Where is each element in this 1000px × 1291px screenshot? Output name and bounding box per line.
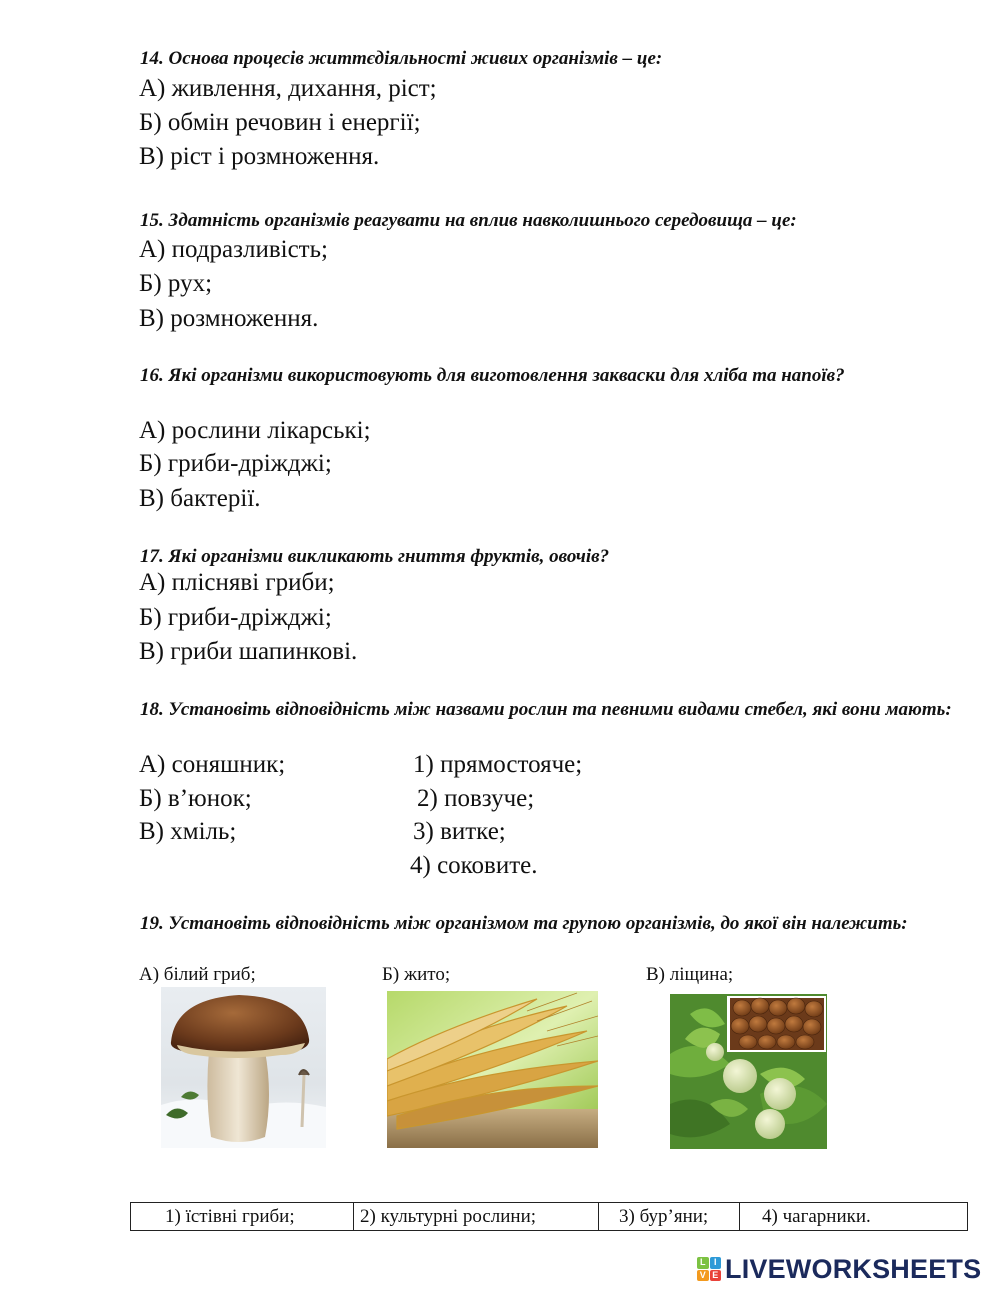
liveworksheets-logo: [697, 1254, 981, 1284]
q18-right-1: 1) прямостояче;: [413, 751, 583, 778]
q14-option-c: В) ріст і розмноження.: [139, 143, 380, 170]
logo-letter-e: E: [710, 1270, 722, 1282]
question-14: 14. Основа процесів життєдіяльності живих організмів – це:: [140, 48, 663, 69]
q19-group-4: 4) чагарники.: [740, 1203, 968, 1231]
q15-option-c: В) розмноження.: [139, 305, 319, 332]
logo-letter-l: L: [697, 1257, 709, 1269]
q18-right-2: 2) повзуче;: [417, 785, 535, 812]
q18-right-3: 3) витке;: [413, 818, 506, 845]
q17-option-b: Б) гриби-дріжджі;: [139, 604, 332, 631]
question-17: 17. Які організми викликають гниття фруктів, овочів?: [140, 546, 610, 567]
q15-option-b: Б) рух;: [139, 270, 213, 297]
question-16: 16. Які організми використовують для виготовлення закваски для хліба та напоїв?: [140, 365, 845, 386]
q19-item-b: Б) жито;: [382, 964, 451, 985]
hazel-illustration: [670, 994, 827, 1149]
q19-group-2: 2) культурні рослини;: [354, 1203, 599, 1231]
q19-group-3: 3) бур’яни;: [599, 1203, 740, 1231]
q15-option-a: А) подразливість;: [139, 236, 328, 263]
q16-option-b: Б) гриби-дріжджі;: [139, 450, 332, 477]
rye-image: [387, 991, 598, 1148]
q18-left-b: Б) в’юнок;: [139, 785, 252, 812]
q19-group-1: 1) їстівні гриби;: [131, 1203, 354, 1231]
logo-letter-i: I: [710, 1257, 722, 1269]
hazel-image: [670, 994, 827, 1149]
q19-groups-table: [130, 1202, 968, 1231]
question-18: 18. Установіть відповідність між назвами рослин та певними видами стебел, які вони мають:: [140, 699, 952, 720]
q19-item-a: А) білий гриб;: [139, 964, 256, 985]
porcini-mushroom-illustration: [161, 987, 326, 1148]
q16-option-c: В) бактерії.: [139, 485, 261, 512]
question-19: 19. Установіть відповідність між організмом та групою організмів, до якої він належить:: [140, 913, 908, 934]
q14-option-b: Б) обмін речовин і енергії;: [139, 109, 421, 136]
q17-option-a: А) плісняві гриби;: [139, 569, 335, 596]
q16-option-a: А) рослини лікарські;: [139, 417, 371, 444]
q18-left-a: А) соняшник;: [139, 751, 286, 778]
q18-right-4: 4) соковите.: [410, 852, 538, 879]
logo-mark-icon: [697, 1257, 721, 1281]
q17-option-c: В) гриби шапинкові.: [139, 638, 358, 665]
q19-item-c: В) ліщина;: [646, 964, 734, 985]
porcini-mushroom-image: [161, 987, 326, 1148]
q18-left-c: В) хміль;: [139, 818, 237, 845]
logo-letter-v: V: [697, 1270, 709, 1282]
logo-text: LIVEWORKSHEETS: [725, 1253, 982, 1284]
q14-option-a: А) живлення, дихання, ріст;: [139, 75, 437, 102]
rye-illustration: [387, 991, 598, 1148]
question-15: 15. Здатність організмів реагувати на вплив навколишнього середовища – це:: [140, 210, 797, 231]
